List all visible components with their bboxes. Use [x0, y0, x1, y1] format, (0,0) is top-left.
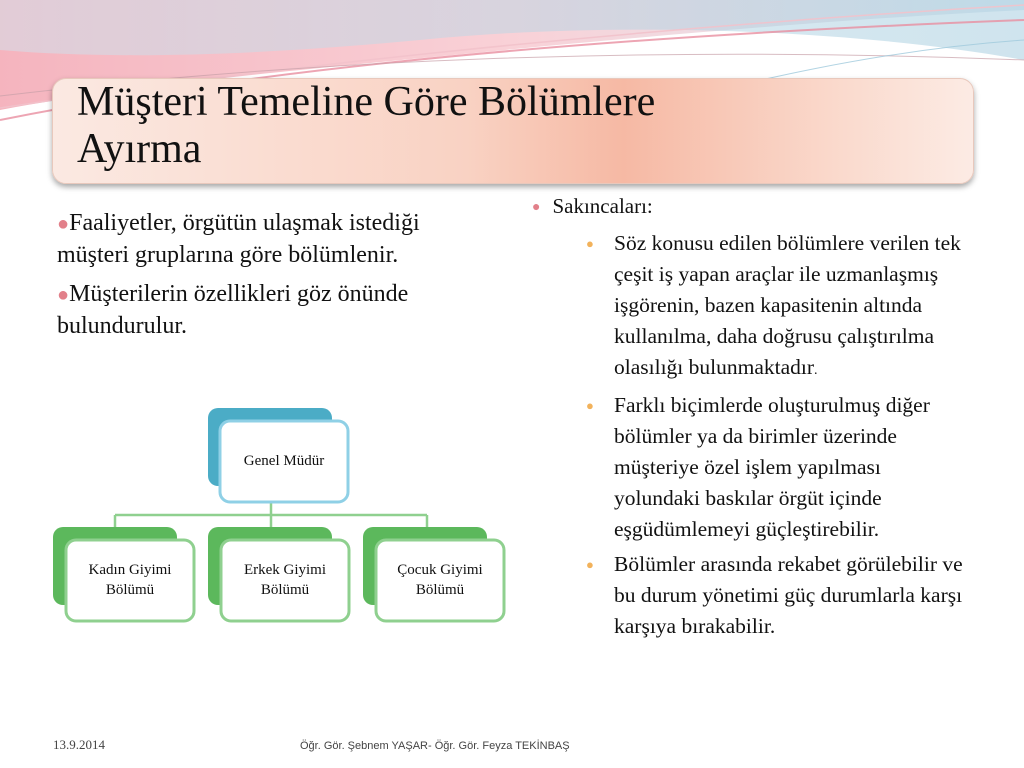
drawback-suffix: .: [814, 363, 818, 378]
footer-date: 13.9.2014: [53, 737, 105, 752]
org-node-child-3-label: [376, 560, 504, 600]
child-label-line-2: Bölümü: [260, 582, 310, 598]
org-node-child-2-label: [221, 560, 349, 600]
bullet-dot-icon: ●: [586, 557, 594, 572]
drawback-text: Bölümler arasında rekabet görülebilir ve bu durum yönetimi güç durumlarla karşı karşıya bırakabilir.: [614, 552, 963, 638]
child-label-line-2: Bölümü: [415, 582, 465, 598]
child-label-line-1: Kadın Giyimi: [88, 562, 172, 578]
footer-authors: Öğr. Gör. Şebnem YAŞAR- Öğr. Gör. Feyza TEKİNBAŞ: [300, 740, 570, 752]
list-item: [532, 390, 972, 545]
title-line-1: Müşteri Temeline Göre Bölümlere: [77, 79, 656, 125]
slide-title: [77, 79, 655, 173]
org-chart-connectors: [115, 502, 427, 527]
child-label-line-2: Bölümü: [105, 582, 155, 598]
list-item: [57, 208, 457, 271]
bullet-dot-icon: ●: [586, 236, 594, 251]
child-label-line-1: Erkek Giyimi: [243, 562, 327, 578]
bullet-dot-icon: ●: [57, 284, 70, 306]
bullet-text: Müşterilerin özellikleri göz önünde bulundurulur.: [57, 281, 409, 339]
drawback-text: Farklı biçimlerde oluşturulmuş diğer bölümler ya da birimler üzerinde müşteriye özel işlem yapılması yolundaki baskılar örgüt içinde eşgüdümlemeyi güçleştirebilir.: [614, 393, 930, 541]
bullet-dot-icon: ●: [532, 200, 541, 215]
list-item: [57, 279, 457, 342]
drawbacks-heading-text: Sakıncaları:: [552, 194, 653, 218]
left-bullet-list: [57, 208, 457, 350]
org-node-root-label: Genel Müdür: [243, 453, 325, 469]
bullet-dot-icon: ●: [586, 398, 594, 413]
title-banner: [52, 78, 974, 184]
bullet-dot-icon: ●: [57, 213, 70, 235]
child-label-line-1: Çocuk Giyimi: [397, 562, 483, 578]
list-item: [532, 228, 972, 386]
drawback-text: Söz konusu edilen bölümlere verilen tek çeşit iş yapan araçlar ile uzmanlaşmış işgörenin, bazen kapasitenin altında kullanılma, daha doğrusu çalıştırılma olasılığı bulunmaktadır: [614, 231, 961, 379]
title-line-2: Ayırma: [77, 126, 202, 172]
list-item: [532, 549, 972, 642]
drawbacks-heading: [532, 192, 972, 224]
org-node-child-1-label: [66, 560, 194, 600]
drawbacks-section: [532, 192, 972, 642]
bullet-text: Faaliyetler, örgütün ulaşmak istediği müşteri gruplarına göre bölümlenir.: [57, 210, 420, 268]
